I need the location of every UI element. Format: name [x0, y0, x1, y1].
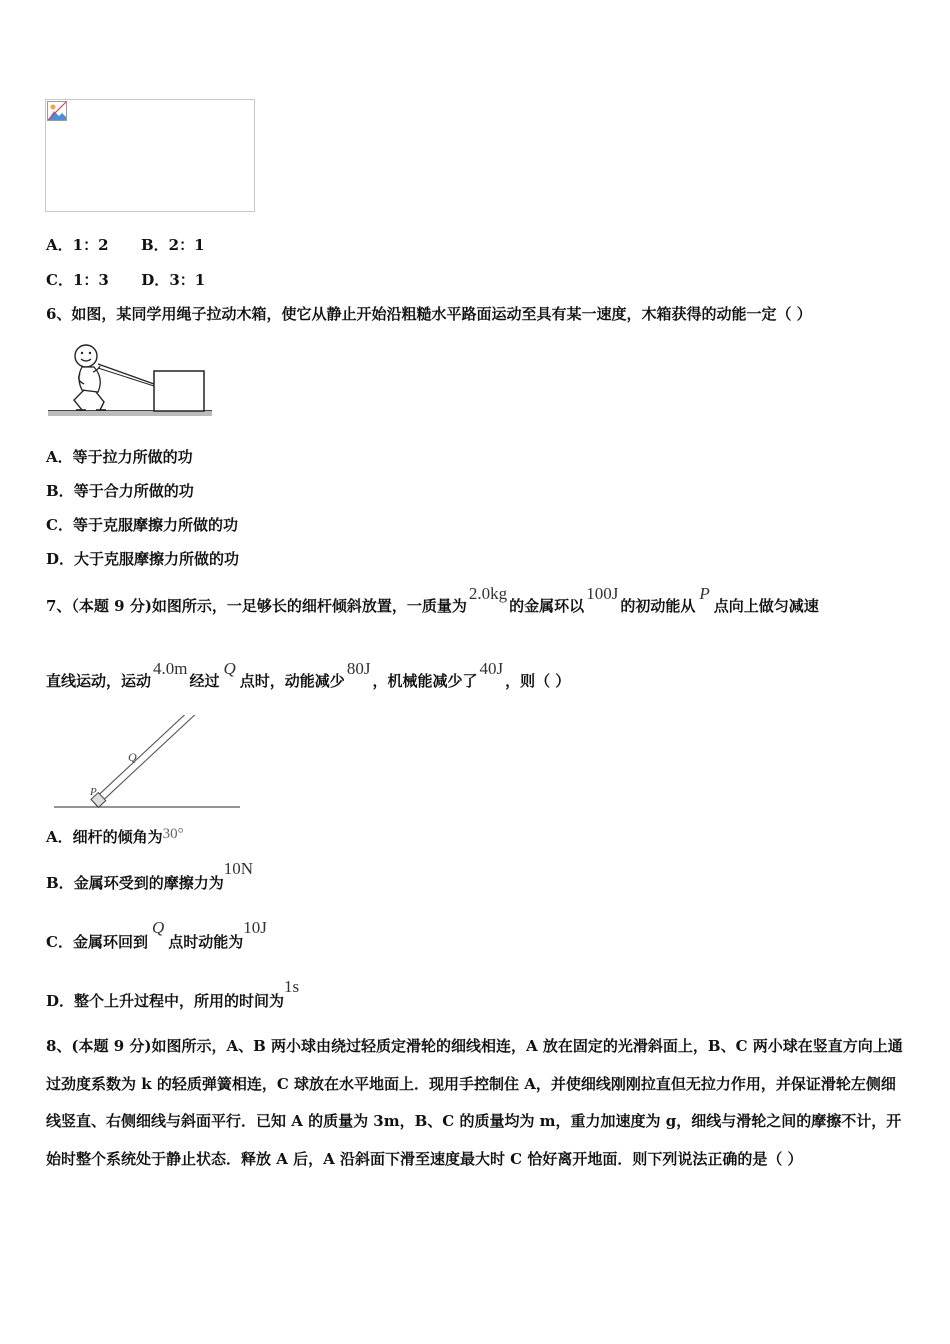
q7-mass-value: 2.0kg [468, 584, 508, 603]
q6-option-d [46, 549, 239, 569]
broken-image-placeholder [45, 99, 255, 212]
q7-option-d-text: 整个上升过程中，所用的时间为 [74, 992, 285, 1010]
q5-option-a-key: A． [46, 236, 73, 254]
q7-label-q: Q [128, 750, 137, 764]
q5-option-c-key: C． [46, 271, 73, 289]
q6-option-c [46, 515, 238, 535]
q7-figure-inclined-rod [50, 715, 245, 813]
q8-stem: 8、(本题 9 分)如图所示，A、B 两小球由绕过轻质定滑轮的细线相连，A 放在固定的光滑斜面上，B、C 两小球在竖直方向上通过劲度系数为 k 的轻质弹簧相连，C 球放在水平地面上．现用手控制住 A，并使细线刚刚拉直但无拉力作用，并保证滑轮左侧细线竖直、右侧细线与斜面平行．已知 A 的质量为 3m，B、C 的质量均为 m，重力加速度为 g，细线与滑轮之间的摩擦不计，开始时整个系统处于静止状态．释放 A 后，A 沿斜面下滑至速度最大时 C 恰好离开地面．则下列说法正确的是（ ） [46, 1037, 903, 1168]
q7-text-2: 的金属环以 [509, 597, 585, 615]
q7-initial-ke-value: 100J [586, 584, 619, 603]
q6-option-b-text: 等于合力所做的功 [73, 482, 194, 500]
q7-stem-line-1 [46, 584, 819, 616]
q7-text-1: 7、（本题 9 分)如图所示，一足够长的细杆倾斜放置，一质量为 [46, 597, 467, 615]
q5-option-c-text: 1：3 [72, 271, 109, 289]
q6-option-a [46, 447, 193, 467]
q7-point-p: P [699, 584, 710, 603]
q7-option-c-point-q: Q [151, 918, 165, 937]
q7-rod [92, 715, 234, 806]
q7-option-b-text: 金属环受到的摩擦力为 [73, 874, 224, 892]
q7-text-8: ，机械能减少了 [372, 672, 478, 690]
q5-option-b-key: B． [140, 236, 169, 254]
q7-option-c-key: C． [46, 933, 73, 951]
q7-option-d [46, 977, 300, 1011]
q7-option-a-key: A． [46, 828, 73, 846]
q6-option-a-key: A． [46, 448, 73, 466]
q7-option-a-text: 细杆的倾角为 [72, 828, 163, 846]
q7-option-c-math: 10J [243, 918, 267, 937]
q7-text-3: 的初动能从 [620, 597, 696, 615]
q6-person-body [79, 367, 100, 392]
q7-option-a-math: 30° [162, 826, 184, 842]
q5-options-row-1 [46, 235, 205, 255]
q6-person-head [75, 345, 97, 367]
q7-option-c-text-2: 点时动能为 [168, 933, 244, 951]
q6-stem: 6、如图，某同学用绳子拉动木箱，使它从静止开始沿粗糙水平路面运动至具有某一速度，木箱获得的动能一定（ ） [46, 305, 812, 323]
q5-option-a-text: 1：2 [72, 236, 109, 254]
q6-option-b [46, 481, 194, 501]
q7-option-d-key: D． [46, 992, 75, 1010]
q7-option-c [46, 918, 267, 952]
q7-stem-line-2 [46, 659, 571, 691]
q5-option-b-text: 2：1 [168, 236, 205, 254]
q6-option-d-text: 大于克服摩擦力所做的功 [74, 550, 240, 568]
q7-option-b-math: 10N [223, 859, 253, 878]
q7-text-6: 经过 [189, 672, 220, 690]
broken-image-icon [47, 101, 67, 121]
q7-option-d-math: 1s [284, 977, 300, 996]
q5-option-d-text: 3：1 [169, 271, 206, 289]
q7-distance-value: 4.0m [153, 659, 188, 678]
q6-option-b-key: B． [46, 482, 74, 500]
q7-option-a [46, 827, 184, 848]
q5-option-d-key: D． [141, 271, 170, 289]
q6-option-c-text: 等于克服摩擦力所做的功 [72, 516, 238, 534]
q6-figure-person-pulling-box [46, 340, 216, 420]
q6-wooden-box [154, 371, 204, 411]
q7-point-q: Q [223, 659, 236, 678]
q7-me-decrease-value: 40J [479, 659, 504, 678]
q6-option-c-key: C． [46, 516, 73, 534]
q7-label-p: P [90, 786, 97, 798]
q7-text-9: ，则（ ） [505, 672, 571, 690]
q7-text-7: 点时，动能减少 [239, 672, 345, 690]
q6-rope [98, 364, 154, 384]
q7-text-5: 直线运动，运动 [46, 672, 152, 690]
q5-options-row-2 [46, 270, 205, 290]
q6-option-a-text: 等于拉力所做的功 [72, 448, 193, 466]
q7-ke-decrease-value: 80J [346, 659, 371, 678]
q7-option-b [46, 859, 253, 893]
q6-option-d-key: D． [46, 550, 75, 568]
q7-text-4: 点向上做匀减速 [713, 597, 819, 615]
q7-option-c-text: 金属环回到 [72, 933, 148, 951]
q7-option-b-key: B． [46, 874, 74, 892]
